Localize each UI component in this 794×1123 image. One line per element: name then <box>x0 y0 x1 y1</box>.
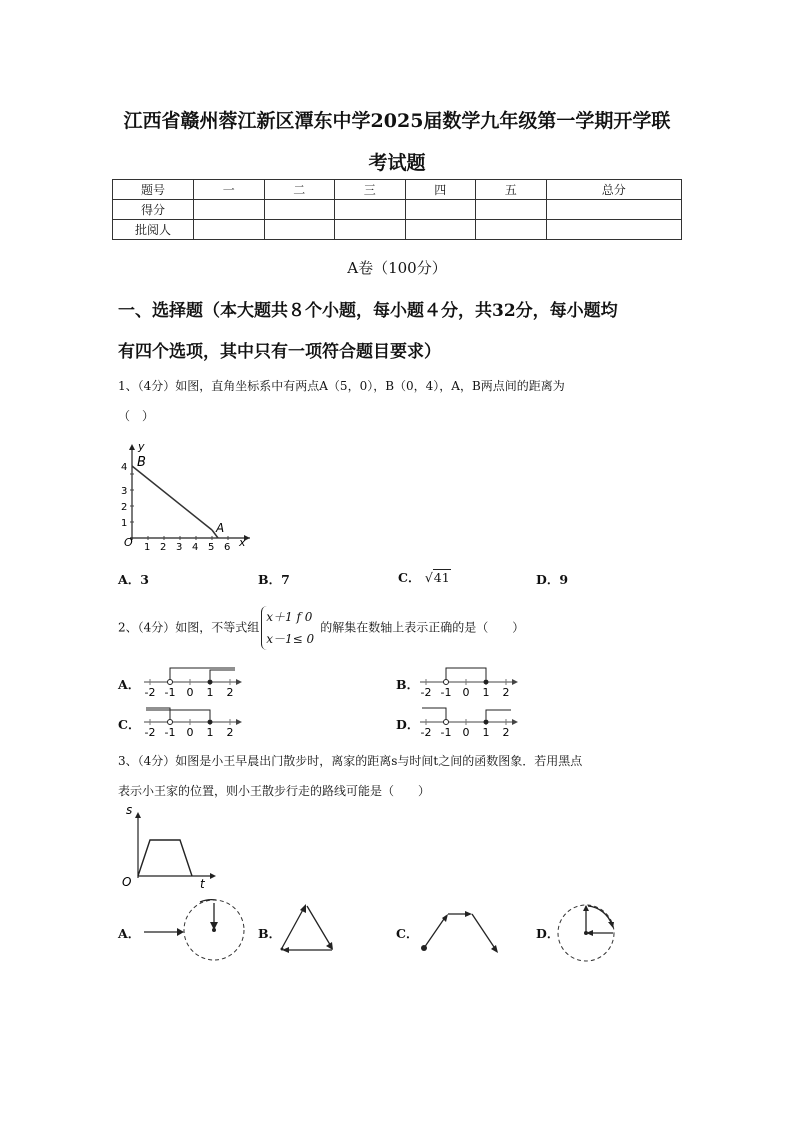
axis-tick-label: 2 <box>226 726 234 738</box>
origin-label: O <box>122 875 132 889</box>
score-table-header-row <box>113 180 682 200</box>
s-axis-label: s <box>126 804 133 817</box>
axis-tick-label: -1 <box>164 726 176 738</box>
table-cell: 一 <box>194 180 265 200</box>
table-cell: 四 <box>405 180 476 200</box>
home-dot-icon <box>584 931 588 935</box>
axis-tick-label: 1 <box>206 686 214 698</box>
table-cell[interactable] <box>194 200 265 220</box>
x-tick-label: 3 <box>176 542 183 550</box>
section-heading-line2: 有四个选项，其中只有一项符合题目要求） <box>118 342 441 362</box>
axis-tick-label: -2 <box>144 726 156 738</box>
q2-option-a[interactable]: A． <box>118 677 141 692</box>
y-axis-arrow-icon <box>129 444 135 450</box>
x-tick-label: 2 <box>160 542 167 550</box>
q2-option-b-number-line[interactable] <box>416 664 521 698</box>
axis-tick-label: 0 <box>186 686 194 698</box>
q1-paren: （ ） <box>118 409 155 423</box>
q2-option-d-number-line[interactable] <box>416 704 521 738</box>
table-cell: 批阅人 <box>113 220 194 240</box>
score-table-row <box>113 220 682 240</box>
point-a-label: A <box>216 521 225 535</box>
t-axis-label: t <box>200 877 205 890</box>
table-cell[interactable] <box>335 220 406 240</box>
x-tick-label: 6 <box>224 542 231 550</box>
q1-stem: 1、（4分）如图，直角坐标系中有两点A（5，0），B（0，4），A，B两点间的距离为 <box>118 379 565 393</box>
q3-option-a-route[interactable] <box>140 895 252 965</box>
score-table-row <box>113 200 682 220</box>
section-heading-line1: 一、选择题（本大题共８个小题，每小题４分，共32分，每小题均 <box>118 301 618 321</box>
q1-option-c-value: 41 <box>433 570 450 585</box>
q1-option-a[interactable]: A．3 <box>118 572 149 587</box>
axis-tick-label: -2 <box>420 726 432 738</box>
table-cell: 得分 <box>113 200 194 220</box>
q1-coordinate-figure <box>118 440 253 550</box>
q2-option-c[interactable]: C． <box>118 717 141 732</box>
q2-option-b[interactable]: B． <box>396 677 420 692</box>
origin-label: O <box>124 536 133 549</box>
y-tick-label: 4 <box>121 462 128 473</box>
home-dot-icon <box>212 928 216 932</box>
axis-tick-label: 0 <box>462 686 470 698</box>
axis-tick-label: -2 <box>420 686 432 698</box>
q1-option-b[interactable]: B．7 <box>258 572 290 587</box>
q1-option-c[interactable] <box>398 568 451 586</box>
arrow-icon <box>608 922 614 928</box>
distance-curve <box>138 840 192 876</box>
inequality-system <box>261 606 318 650</box>
q3-option-c-route[interactable] <box>418 904 502 956</box>
s-axis-arrow-icon <box>135 812 141 818</box>
table-cell: 三 <box>335 180 406 200</box>
axis-tick-label: 2 <box>502 726 510 738</box>
q3-option-b-route[interactable] <box>278 902 338 954</box>
y-axis-label: y <box>138 440 145 453</box>
inequality-line-2: x－1≤ 0 <box>266 632 315 646</box>
table-cell[interactable] <box>546 220 682 240</box>
q2-option-d[interactable]: D． <box>396 717 420 732</box>
exam-title-line2: 考试题 <box>368 152 426 174</box>
score-table <box>112 179 682 240</box>
q3-stem-line1: 3、（4分）如图是小王早晨出门散步时，离家的距离s与时间t之间的函数图象．若用黑点 <box>118 754 583 768</box>
axis-tick-label: 0 <box>186 726 194 738</box>
table-cell: 二 <box>264 180 335 200</box>
q3-option-d-route[interactable] <box>556 900 618 964</box>
axis-tick-label: 1 <box>482 686 490 698</box>
sqrt-icon: √ <box>424 570 433 585</box>
q3-option-b[interactable]: B． <box>258 926 282 941</box>
q3-option-c[interactable]: C． <box>396 926 419 941</box>
axis-tick-label: 2 <box>226 686 234 698</box>
q2-stem-pre: 2、（4分）如图，不等式组 <box>118 620 260 635</box>
axis-tick-label: -1 <box>164 686 176 698</box>
axis-tick-label: -1 <box>440 726 452 738</box>
segment-ab <box>132 466 212 530</box>
table-cell[interactable] <box>335 200 406 220</box>
arrow-icon <box>300 904 306 913</box>
y-tick-label: 1 <box>121 518 128 529</box>
q3-distance-time-graph <box>118 804 218 890</box>
y-tick-label: 3 <box>121 486 128 497</box>
axis-tick-label: 0 <box>462 726 470 738</box>
table-cell[interactable] <box>264 220 335 240</box>
axis-tick-label: -1 <box>440 686 452 698</box>
t-axis-arrow-icon <box>210 873 216 879</box>
arrow-icon <box>465 911 472 917</box>
table-cell[interactable] <box>546 200 682 220</box>
table-cell[interactable] <box>476 220 547 240</box>
table-cell[interactable] <box>194 220 265 240</box>
q2-stem <box>118 606 524 650</box>
x-tick-label: 5 <box>208 542 215 550</box>
table-cell: 总分 <box>546 180 682 200</box>
inequality-line-1: x＋1 f 0 <box>266 610 313 624</box>
table-cell[interactable] <box>476 200 547 220</box>
table-cell: 五 <box>476 180 547 200</box>
point-b-label: B <box>137 455 146 470</box>
axis-tick-label: 1 <box>206 726 214 738</box>
arrow-icon <box>177 928 184 936</box>
x-tick-label: 4 <box>192 542 199 550</box>
x-axis-label: x <box>239 536 246 549</box>
table-cell[interactable] <box>264 200 335 220</box>
x-tick-label: 1 <box>144 542 151 550</box>
q1-option-d[interactable]: D．9 <box>536 572 569 587</box>
table-cell[interactable] <box>405 220 476 240</box>
y-tick-label: 2 <box>121 502 128 513</box>
q2-option-a-number-line[interactable] <box>140 664 245 698</box>
arrow-icon <box>491 945 498 953</box>
exam-title-line1: 江西省赣州蓉江新区潭东中学2025届数学九年级第一学期开学联 <box>123 110 671 132</box>
axis-tick-label: 2 <box>502 686 510 698</box>
home-dot-icon <box>281 948 284 951</box>
table-cell: 题号 <box>113 180 194 200</box>
q1-option-c-label: C． <box>398 570 421 585</box>
axis-tick-label: 1 <box>482 726 490 738</box>
q2-stem-post: 的解集在数轴上表示正确的是（ ） <box>320 620 525 635</box>
q3-option-a[interactable]: A． <box>118 926 141 941</box>
q3-stem-line2: 表示小王家的位置，则小王散步行走的路线可能是（ ） <box>118 784 431 798</box>
table-cell[interactable] <box>405 200 476 220</box>
axis-tick-label: -2 <box>144 686 156 698</box>
q3-option-d[interactable]: D． <box>536 926 560 941</box>
q2-option-c-number-line[interactable] <box>140 704 245 738</box>
volume-heading: A卷（100分） <box>347 259 447 277</box>
